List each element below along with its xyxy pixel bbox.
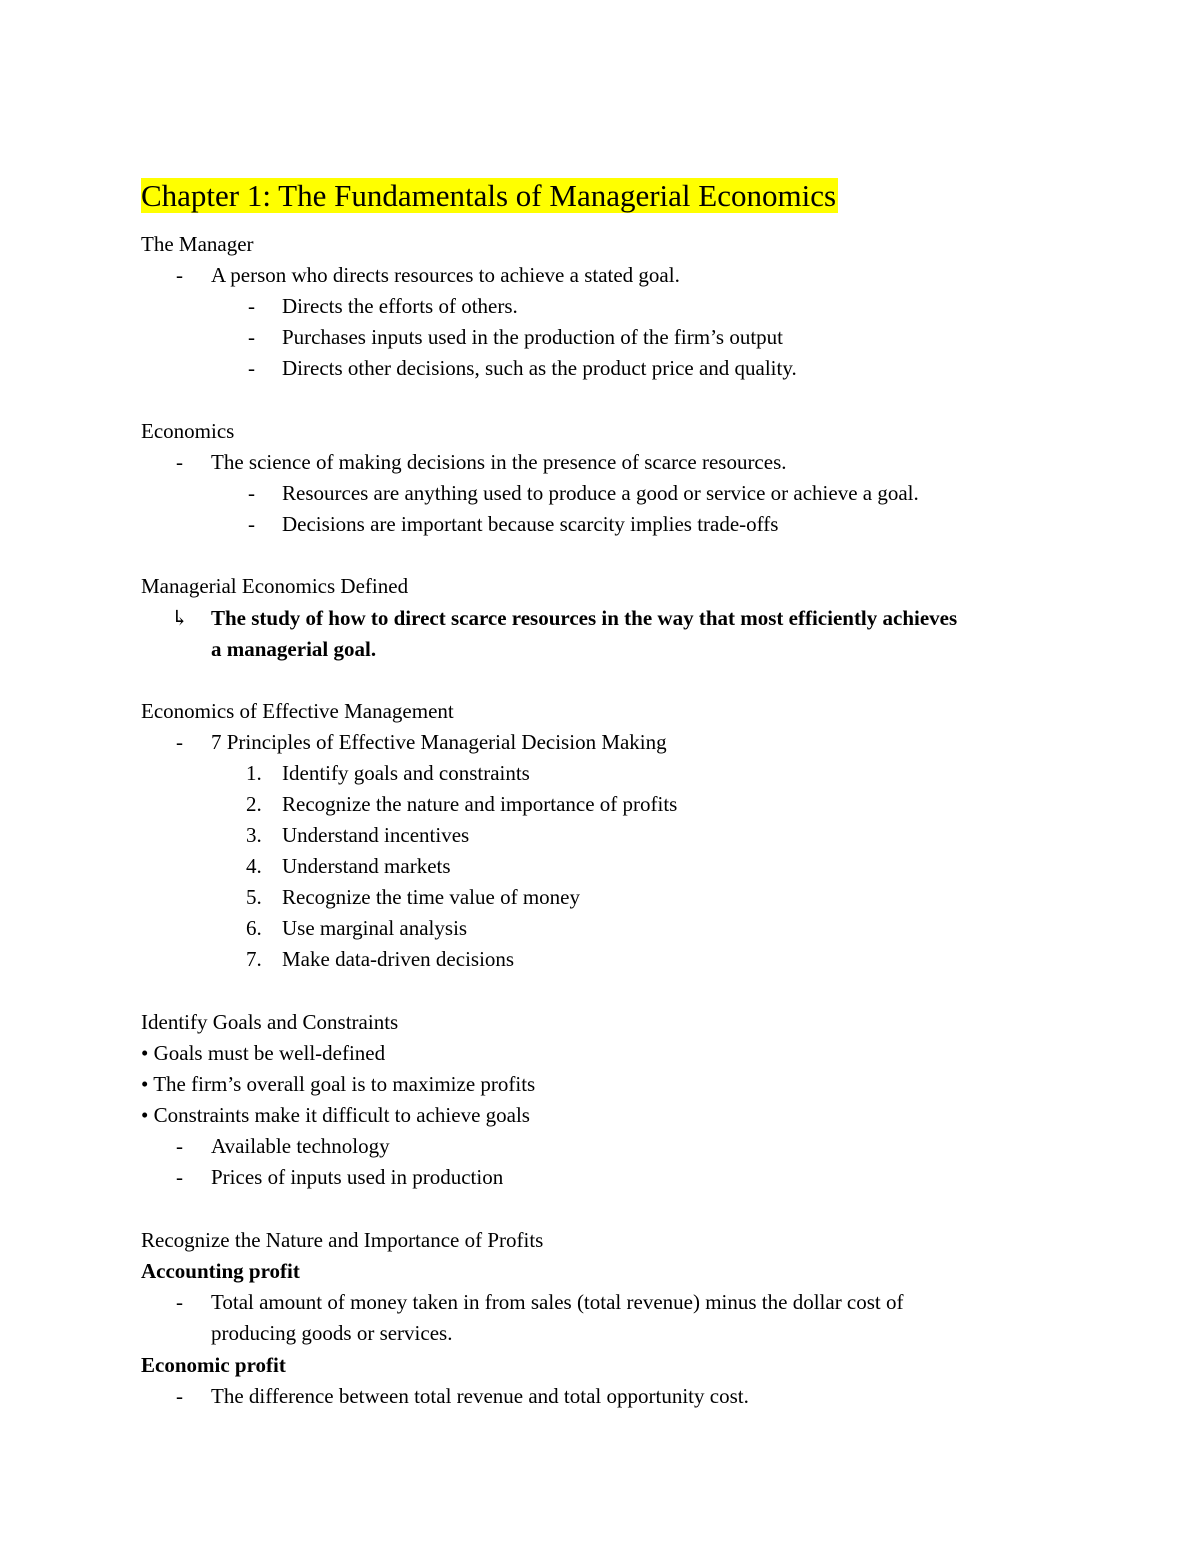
section-heading-goals: Identify Goals and Constraints bbox=[141, 1010, 399, 1034]
section-heading-economics: Economics bbox=[141, 419, 235, 443]
dash-marker: - bbox=[176, 1165, 183, 1189]
list-item: The difference between total revenue and total opportunity cost. bbox=[211, 1384, 749, 1408]
economic-profit-label: Economic profit bbox=[141, 1353, 286, 1377]
arrow-marker: ↳ bbox=[171, 606, 189, 630]
list-item-continuation: producing goods or services. bbox=[211, 1321, 453, 1345]
chapter-title bbox=[141, 174, 838, 218]
dash-marker: - bbox=[248, 356, 255, 380]
bullet-item: • Goals must be well-defined bbox=[141, 1041, 386, 1065]
dash-marker: - bbox=[248, 325, 255, 349]
list-number: 1. bbox=[246, 761, 262, 785]
principle-item: Identify goals and constraints bbox=[282, 761, 530, 785]
dash-marker: - bbox=[176, 1134, 183, 1158]
section-heading-effective: Economics of Effective Management bbox=[141, 699, 454, 723]
section-heading-manager: The Manager bbox=[141, 232, 254, 256]
accounting-profit-label: Accounting profit bbox=[141, 1259, 300, 1283]
definition-line: The study of how to direct scarce resources in the way that most efficiently achieves bbox=[211, 606, 958, 630]
sub-list-item: Resources are anything used to produce a good or service or achieve a goal. bbox=[282, 481, 919, 505]
list-number: 3. bbox=[246, 823, 262, 847]
list-item: Total amount of money taken in from sales (total revenue) minus the dollar cost of bbox=[211, 1290, 904, 1314]
dash-marker: - bbox=[176, 730, 183, 754]
list-number: 7. bbox=[246, 947, 262, 971]
principle-item: Understand markets bbox=[282, 854, 451, 878]
section-heading-profits: Recognize the Nature and Importance of Profits bbox=[141, 1228, 544, 1252]
dash-marker: - bbox=[176, 263, 183, 287]
sub-list-item: Decisions are important because scarcity implies trade-offs bbox=[282, 512, 779, 536]
list-number: 6. bbox=[246, 916, 262, 940]
principle-item: Recognize the nature and importance of profits bbox=[282, 792, 678, 816]
list-item: Prices of inputs used in production bbox=[211, 1165, 504, 1189]
definition-line: a managerial goal. bbox=[211, 637, 377, 661]
principle-item: Use marginal analysis bbox=[282, 916, 468, 940]
bullet-item: • Constraints make it difficult to achieve goals bbox=[141, 1103, 530, 1127]
dash-marker: - bbox=[176, 1290, 183, 1314]
principle-item: Understand incentives bbox=[282, 823, 470, 847]
sub-list-item: Directs other decisions, such as the product price and quality. bbox=[282, 356, 797, 380]
list-number: 2. bbox=[246, 792, 262, 816]
list-item: Available technology bbox=[211, 1134, 390, 1158]
dash-marker: - bbox=[248, 294, 255, 318]
sub-list-item: Directs the efforts of others. bbox=[282, 294, 518, 318]
dash-marker: - bbox=[176, 1384, 183, 1408]
list-item: 7 Principles of Effective Managerial Decision Making bbox=[211, 730, 667, 754]
dash-marker: - bbox=[176, 450, 183, 474]
sub-list-item: Purchases inputs used in the production of the firm’s output bbox=[282, 325, 784, 349]
bullet-item: • The firm’s overall goal is to maximize profits bbox=[141, 1072, 536, 1096]
list-number: 5. bbox=[246, 885, 262, 909]
list-number: 4. bbox=[246, 854, 262, 878]
title-highlight: Chapter 1: The Fundamentals of Managerial Economics bbox=[141, 178, 837, 213]
principle-item: Make data-driven decisions bbox=[282, 947, 515, 971]
list-item: The science of making decisions in the presence of scarce resources. bbox=[211, 450, 787, 474]
dash-marker: - bbox=[248, 481, 255, 505]
list-item: A person who directs resources to achieve a stated goal. bbox=[211, 263, 680, 287]
dash-marker: - bbox=[248, 512, 255, 536]
section-heading-defined: Managerial Economics Defined bbox=[141, 574, 409, 598]
principle-item: Recognize the time value of money bbox=[282, 885, 580, 909]
